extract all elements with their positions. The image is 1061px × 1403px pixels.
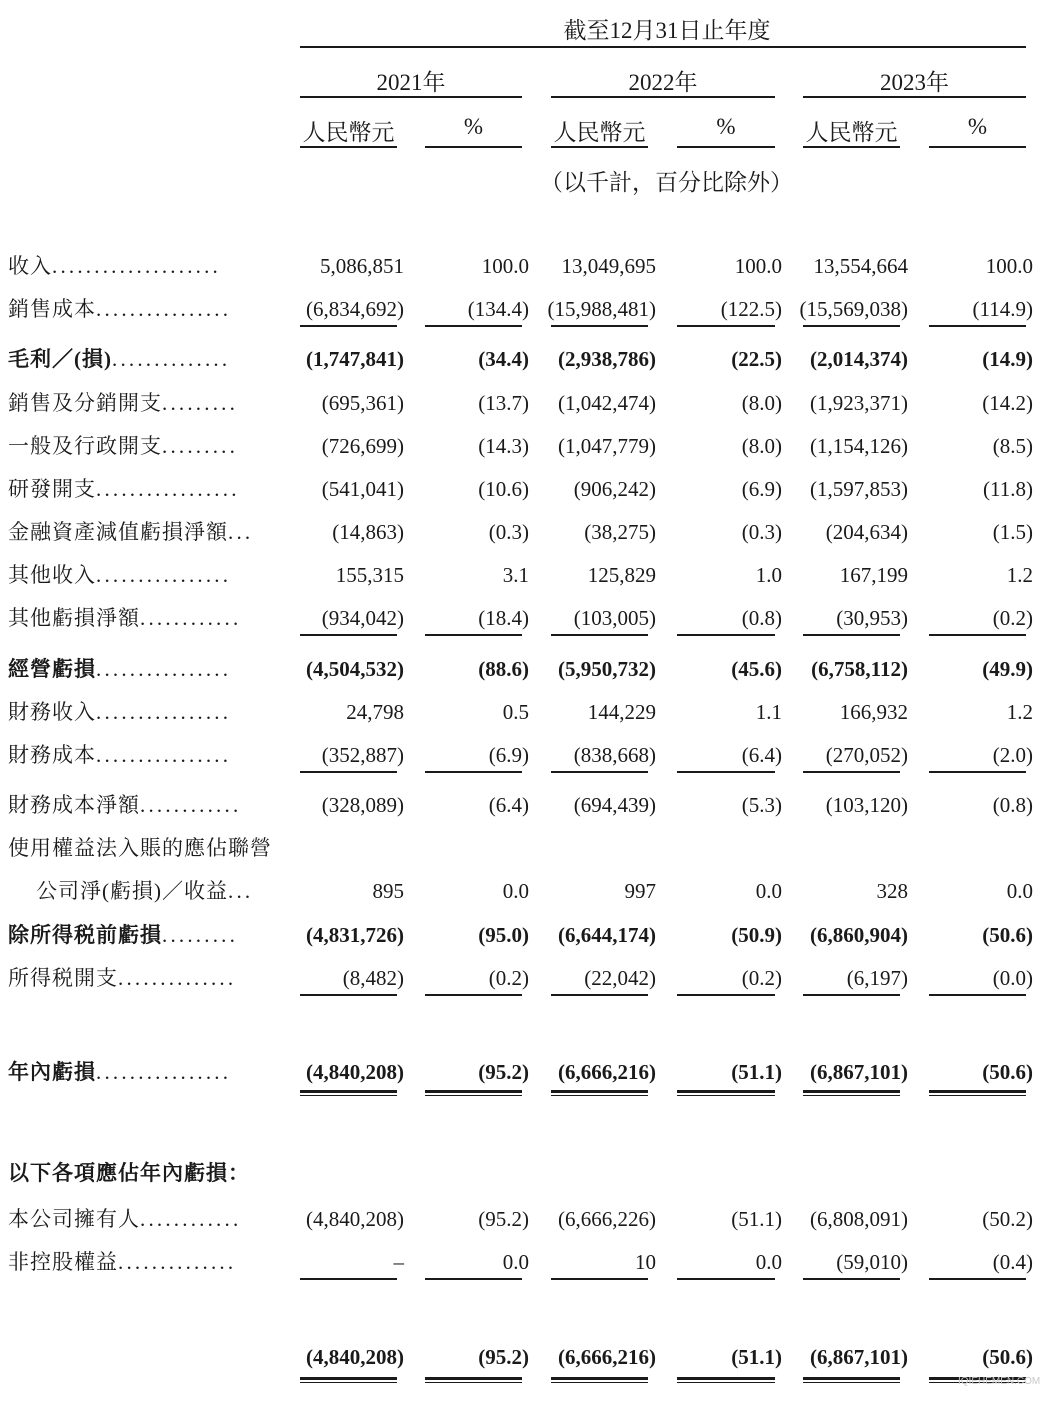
table-cell: 166,932 [839, 700, 908, 724]
leader-dots: .............. [118, 966, 237, 990]
total-double-rule [803, 1090, 900, 1096]
table-cell: 895 [372, 879, 404, 903]
leader-dots: ................. [96, 477, 240, 501]
table-cell: (541,041) [321, 477, 404, 501]
table-cell: (906,242) [573, 477, 656, 501]
table-cell: 0.0 [1006, 879, 1033, 903]
table-cell: (0.8) [992, 793, 1033, 817]
table-cell: (95.2) [478, 1060, 529, 1084]
percent-2023: % [967, 114, 988, 139]
subtotal-rule [803, 634, 900, 636]
table-cell: (6,860,904) [810, 923, 908, 947]
row-label [8, 965, 236, 991]
table-cell: (50.6) [982, 1345, 1033, 1369]
period-rule [300, 46, 1026, 48]
table-cell: (6,808,091) [810, 1207, 908, 1231]
row-label-text: 一般及行政開支 [8, 434, 162, 458]
table-cell: (122.5) [720, 297, 782, 321]
table-cell: (2.0) [992, 743, 1033, 767]
subtotal-rule [803, 325, 900, 327]
table-cell: (0.3) [488, 520, 529, 544]
table-cell: (6.4) [741, 743, 782, 767]
table-cell: (50.2) [982, 1207, 1033, 1231]
table-cell: (30,953) [836, 606, 908, 630]
table-cell: (328,089) [321, 793, 404, 817]
table-cell: (6,834,692) [306, 297, 404, 321]
table-cell: (45.6) [731, 657, 782, 681]
unit-note: （以千計，百分比除外） [540, 170, 793, 195]
table-cell: (726,699) [321, 434, 404, 458]
total-double-rule [425, 1377, 522, 1383]
table-cell: (270,052) [825, 743, 908, 767]
subtotal-rule [677, 771, 775, 773]
table-cell: (38,275) [584, 520, 656, 544]
total-double-rule [929, 1090, 1026, 1096]
table-cell: 13,554,664 [813, 254, 908, 278]
row-label [8, 742, 231, 768]
subtotal-rule [300, 325, 397, 327]
row-label [8, 1059, 231, 1085]
table-cell: (6,666,216) [558, 1060, 656, 1084]
leader-dots: ... [228, 879, 254, 903]
row-label-text: 公司淨(虧損)／收益 [36, 879, 228, 903]
table-cell: (6.9) [488, 743, 529, 767]
currency-2021: 人民幣元 [302, 120, 395, 145]
table-cell: (10.6) [478, 477, 529, 501]
table-cell: 328 [876, 879, 908, 903]
table-cell: (8.0) [741, 434, 782, 458]
table-cell: (6,758,112) [811, 657, 908, 681]
table-cell: (6.4) [488, 793, 529, 817]
table-cell: (6,644,174) [558, 923, 656, 947]
total-double-rule [551, 1377, 648, 1383]
leader-dots: ................ [96, 700, 232, 724]
table-cell: (88.6) [478, 657, 529, 681]
row-label [8, 835, 272, 861]
subtotal-rule [803, 994, 900, 996]
row-label-text: 使用權益法入賬的應佔聯營 [8, 836, 272, 860]
table-cell: (1.5) [992, 520, 1033, 544]
subtotal-rule [677, 1278, 775, 1280]
table-cell: 0.0 [502, 1250, 529, 1274]
table-cell: (51.1) [731, 1060, 782, 1084]
table-cell: (5,950,732) [558, 657, 656, 681]
row-label [8, 253, 221, 279]
row-label [8, 605, 241, 631]
table-cell: (4,840,208) [306, 1207, 404, 1231]
row-label [8, 296, 231, 322]
table-cell: (0.2) [488, 966, 529, 990]
table-cell: 10 [635, 1250, 656, 1274]
table-cell: 100.0 [734, 254, 782, 278]
subtotal-rule [425, 994, 522, 996]
table-cell: (0.4) [992, 1250, 1033, 1274]
row-label-text: 銷售及分銷開支 [8, 391, 162, 415]
subtotal-rule [929, 1278, 1026, 1280]
table-cell: (1,042,474) [558, 391, 656, 415]
row-label-text: 銷售成本 [8, 297, 96, 321]
table-cell: (6,666,226) [558, 1207, 656, 1231]
table-cell: (95.2) [478, 1345, 529, 1369]
leader-dots: .............. [112, 347, 231, 371]
table-cell: (1,154,126) [810, 434, 908, 458]
table-cell: (13.7) [478, 391, 529, 415]
table-cell: 167,199 [839, 563, 908, 587]
table-cell: (59,010) [836, 1250, 908, 1274]
table-cell: (4,504,532) [306, 657, 404, 681]
subtotal-rule [929, 771, 1026, 773]
table-cell: (4,840,208) [306, 1345, 404, 1369]
row-label-text: 財務成本淨額 [8, 793, 140, 817]
table-cell: (6,867,101) [810, 1060, 908, 1084]
table-cell: – [393, 1250, 404, 1274]
table-cell: (8.5) [992, 434, 1033, 458]
table-cell: 5,086,851 [320, 254, 404, 278]
row-label [8, 922, 238, 948]
table-cell: (95.0) [478, 923, 529, 947]
table-cell: (14.2) [982, 391, 1033, 415]
leader-dots: ................ [96, 297, 232, 321]
subtotal-rule [551, 325, 648, 327]
subtotal-rule [551, 994, 648, 996]
subtotal-rule [551, 634, 648, 636]
table-cell: (1,747,841) [306, 347, 404, 371]
row-label-text: 其他虧損淨額 [8, 606, 140, 630]
table-cell: (51.1) [731, 1345, 782, 1369]
sub-rule [929, 146, 1026, 148]
table-cell: 3.1 [502, 563, 529, 587]
year-rule-2022 [551, 96, 775, 98]
period-header: 截至12月31日止年度 [563, 18, 771, 43]
leader-dots: ......... [162, 923, 239, 947]
table-cell: 0.0 [755, 1250, 782, 1274]
table-cell: (14.3) [478, 434, 529, 458]
table-cell: 144,229 [587, 700, 656, 724]
table-cell: (5.3) [741, 793, 782, 817]
year-2022: 2022年 [628, 70, 698, 95]
sub-rule [425, 146, 522, 148]
leader-dots: ................ [96, 563, 232, 587]
subtotal-rule [551, 1278, 648, 1280]
row-label-text: 研發開支 [8, 477, 96, 501]
row-label [36, 878, 253, 904]
table-cell: (34.4) [478, 347, 529, 371]
total-double-rule [677, 1377, 775, 1383]
subtotal-rule [425, 771, 522, 773]
leader-dots: ... [228, 520, 254, 544]
currency-2022: 人民幣元 [553, 120, 646, 145]
subtotal-rule [300, 634, 397, 636]
table-cell: (0.0) [992, 966, 1033, 990]
table-cell: 155,315 [335, 563, 404, 587]
table-cell: (1,047,779) [558, 434, 656, 458]
row-label [8, 519, 253, 545]
table-cell: 24,798 [346, 700, 404, 724]
sub-rule [677, 146, 775, 148]
table-cell: (15,988,481) [547, 297, 656, 321]
table-cell: (51.1) [731, 1207, 782, 1231]
row-label [8, 656, 231, 682]
row-label-text: 除所得税前虧損 [8, 923, 162, 947]
row-label [8, 1206, 241, 1232]
year-2023: 2023年 [880, 70, 949, 95]
table-cell: 13,049,695 [561, 254, 656, 278]
subtotal-rule [929, 994, 1026, 996]
table-cell: 1.2 [1006, 563, 1033, 587]
year-2021: 2021年 [376, 70, 446, 95]
subtotal-rule [803, 771, 900, 773]
total-double-rule [551, 1090, 648, 1096]
table-cell: (4,831,726) [306, 923, 404, 947]
subtotal-rule [677, 325, 775, 327]
leader-dots: ............ [140, 1207, 242, 1231]
leader-dots: .............. [118, 1250, 237, 1274]
table-cell: (694,439) [573, 793, 656, 817]
table-cell: (352,887) [321, 743, 404, 767]
table-cell: (50.9) [731, 923, 782, 947]
currency-2023: 人民幣元 [805, 120, 898, 145]
row-label-text: 收入 [8, 254, 52, 278]
leader-dots: ......... [162, 391, 239, 415]
table-cell: (14,863) [332, 520, 404, 544]
table-cell: (2,938,786) [558, 347, 656, 371]
row-label-text: 年內虧損 [8, 1060, 96, 1084]
table-cell: (22.5) [731, 347, 782, 371]
subtotal-rule [425, 634, 522, 636]
table-cell: (8,482) [342, 966, 404, 990]
table-cell: (50.6) [982, 923, 1033, 947]
table-cell: (4,840,208) [306, 1060, 404, 1084]
row-label-text: 財務成本 [8, 743, 96, 767]
table-cell: (103,005) [573, 606, 656, 630]
subtotal-rule [803, 1278, 900, 1280]
row-label-text: 毛利／(損) [8, 347, 112, 371]
table-cell: (14.9) [982, 347, 1033, 371]
table-cell: (95.2) [478, 1207, 529, 1231]
table-cell: (1,597,853) [810, 477, 908, 501]
year-rule-2021 [300, 96, 522, 98]
table-cell: 125,829 [587, 563, 656, 587]
subtotal-rule [929, 325, 1026, 327]
table-cell: (103,120) [825, 793, 908, 817]
row-label [8, 699, 231, 725]
row-label-text: 經營虧損 [8, 657, 96, 681]
table-cell: (695,361) [321, 391, 404, 415]
table-cell: (0.2) [992, 606, 1033, 630]
row-label [8, 1160, 250, 1186]
total-double-rule [677, 1090, 775, 1096]
table-cell: (6.9) [741, 477, 782, 501]
table-cell: (838,668) [573, 743, 656, 767]
subtotal-rule [677, 634, 775, 636]
total-double-rule [300, 1377, 397, 1383]
row-label [8, 562, 231, 588]
table-cell: (50.6) [982, 1060, 1033, 1084]
row-label [8, 390, 238, 416]
row-label-text: 財務收入 [8, 700, 96, 724]
leader-dots: ............ [140, 793, 242, 817]
table-cell: 1.2 [1006, 700, 1033, 724]
table-cell: (8.0) [741, 391, 782, 415]
table-cell: (0.2) [741, 966, 782, 990]
subtotal-rule [929, 634, 1026, 636]
table-cell: (114.9) [972, 297, 1033, 321]
table-cell: 0.0 [502, 879, 529, 903]
table-cell: (6,666,216) [558, 1345, 656, 1369]
subtotal-rule [551, 771, 648, 773]
sub-rule [300, 146, 397, 148]
watermark-text: IQIEHEMEN.COM [958, 1376, 1041, 1387]
table-cell: (11.8) [983, 477, 1033, 501]
subtotal-rule [300, 1278, 397, 1280]
leader-dots: ......... [162, 434, 239, 458]
table-cell: (22,042) [584, 966, 656, 990]
row-label-text: 所得税開支 [8, 966, 118, 990]
row-label-text: 其他收入 [8, 563, 96, 587]
row-label-text: 非控股權益 [8, 1250, 118, 1274]
table-cell: (15,569,038) [799, 297, 908, 321]
row-label-text: 金融資產減值虧損淨額 [8, 520, 228, 544]
leader-dots: .................... [52, 254, 221, 278]
leader-dots: ................ [96, 657, 232, 681]
percent-2021: % [463, 114, 484, 139]
sub-rule [803, 146, 900, 148]
percent-2022: % [716, 114, 736, 139]
table-cell: (934,042) [321, 606, 404, 630]
subtotal-rule [300, 771, 397, 773]
row-label [8, 792, 241, 818]
table-cell: (134.4) [467, 297, 529, 321]
table-cell: 1.0 [755, 563, 782, 587]
table-cell: (0.3) [741, 520, 782, 544]
table-cell: (49.9) [982, 657, 1033, 681]
row-label [8, 433, 238, 459]
subtotal-rule [300, 994, 397, 996]
leader-dots: ................ [96, 1060, 232, 1084]
sub-rule [551, 146, 648, 148]
row-label [8, 346, 230, 372]
subtotal-rule [677, 994, 775, 996]
total-double-rule [803, 1377, 900, 1383]
table-cell: (0.8) [741, 606, 782, 630]
table-cell: (1,923,371) [810, 391, 908, 415]
table-cell: 0.5 [502, 700, 529, 724]
table-cell: 0.0 [755, 879, 782, 903]
table-cell: (204,634) [825, 520, 908, 544]
table-cell: (6,867,101) [810, 1345, 908, 1369]
table-cell: (6,197) [846, 966, 908, 990]
row-label [8, 1249, 236, 1275]
table-cell: (2,014,374) [810, 347, 908, 371]
total-double-rule [300, 1090, 397, 1096]
table-cell: 100.0 [985, 254, 1033, 278]
subtotal-rule [425, 1278, 522, 1280]
leader-dots: ............ [140, 606, 242, 630]
row-label-text: 以下各項應佔年內虧損： [8, 1161, 250, 1185]
row-label-text: 本公司擁有人 [8, 1207, 140, 1231]
year-rule-2023 [803, 96, 1026, 98]
total-double-rule [425, 1090, 522, 1096]
table-cell: 1.1 [755, 700, 782, 724]
table-cell: 100.0 [481, 254, 529, 278]
leader-dots: ................ [96, 743, 232, 767]
table-cell: (18.4) [478, 606, 529, 630]
row-label [8, 476, 240, 502]
subtotal-rule [425, 325, 522, 327]
table-cell: 997 [624, 879, 656, 903]
